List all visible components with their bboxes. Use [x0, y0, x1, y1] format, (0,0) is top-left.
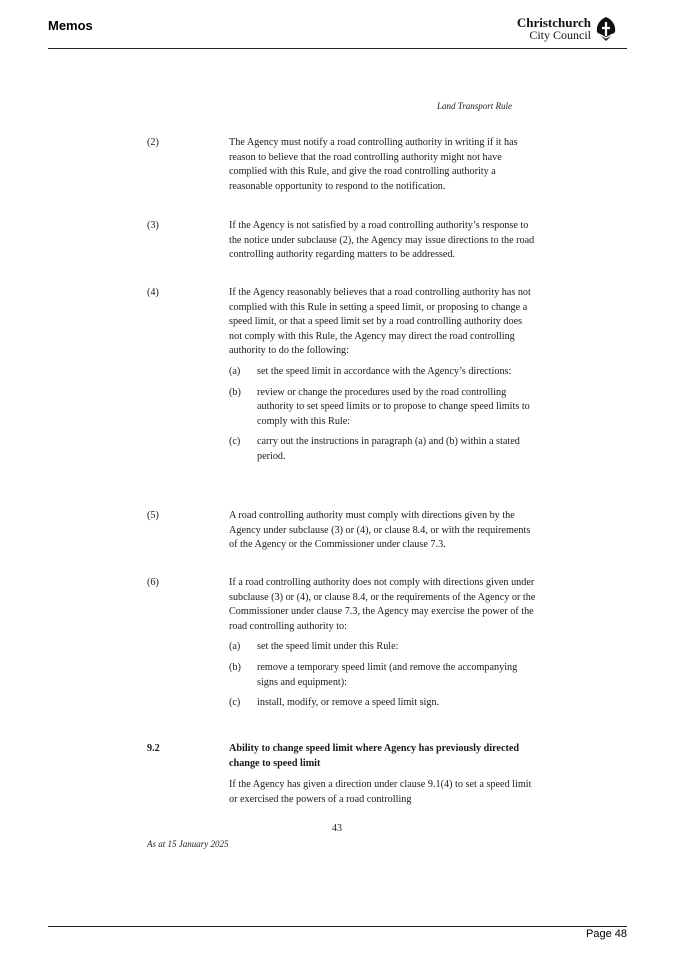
section-text: If the Agency has given a direction under clause 9.1(4) to set a speed limit or exercised the powers of a road controlling — [229, 779, 532, 805]
clause-number: (2) — [147, 137, 159, 148]
clause-text: If the Agency is not satisfied by a road controlling authority’s response to the notice under subclause (2), the Agency may issue directions to the road controlling authority regarding matters to be addressed. — [229, 220, 535, 261]
subitem-a — [229, 365, 537, 380]
header-divider — [48, 48, 627, 49]
christchurch-logo-icon — [595, 16, 617, 42]
page-number: Page 48 — [586, 928, 627, 940]
clause-number: (6) — [147, 577, 159, 588]
logo-line-1: Christchurch — [516, 15, 591, 30]
subitem-b — [229, 386, 537, 430]
inner-page-number: 43 — [332, 823, 342, 834]
section-9-2 — [147, 742, 537, 807]
as-at-date: As at 15 January 2025 — [147, 839, 229, 849]
clause-text: If a road controlling authority does not comply with directions given under subclause (3) or (4), or clause 8.4, or the requirements of the Agency or the Commissioner under clause 7.3, the Agency may exercise the power of the road controlling authority to: — [229, 577, 536, 632]
clause-number: (5) — [147, 510, 159, 521]
clause-6 — [147, 576, 537, 711]
running-header: Land Transport Rule — [437, 101, 513, 111]
clause-number: (3) — [147, 220, 159, 231]
subitem-number: (b) — [229, 661, 241, 673]
clause-text: The Agency must notify a road controlling authority in writing if it has reason to believe that the road controlling authority might not have complied with this Rule, and give the road controlling authority a reasonable opportunity to respond to the notification. — [229, 137, 518, 192]
subitem-number: (b) — [229, 386, 241, 398]
subitem-c — [229, 696, 537, 711]
logo-line-2: City Council — [529, 28, 591, 42]
subitem-text: set the speed limit under this Rule: — [257, 641, 399, 653]
section-heading: Ability to change speed limit where Agency has previously directed change to speed limit — [229, 743, 520, 769]
memo-section-title: Memos — [48, 18, 93, 33]
subitem-c — [229, 435, 537, 464]
subitem-text: set the speed limit in accordance with the Agency’s directions: — [257, 365, 512, 377]
subitem-number: (a) — [229, 365, 241, 377]
council-logo — [517, 16, 617, 42]
clause-number: (4) — [147, 287, 159, 298]
subitem-text: review or change the procedures used by the road controlling authority to set speed limits or to propose to change speed limits to comply with this Rule: — [257, 386, 530, 427]
clause-2 — [147, 136, 537, 194]
clause-text: If the Agency reasonably believes that a road controlling authority has not complied with this Rule in setting a speed limit, or proposing to change a speed limit, or that a speed limit set by a road controlling authority does not comply with this Rule, the Agency may direct the road controlling authority to do the following: — [229, 287, 531, 357]
subitem-text: carry out the instructions in paragraph (a) and (b) within a stated period. — [257, 436, 520, 462]
subitem-number: (a) — [229, 641, 241, 653]
section-number: 9.2 — [147, 743, 160, 754]
subitem-number: (c) — [229, 697, 241, 709]
subitem-text: remove a temporary speed limit (and remove the accompanying signs and equipment): — [257, 661, 518, 688]
clause-5 — [147, 509, 537, 553]
subitem-b — [229, 661, 537, 690]
subitem-number: (c) — [229, 436, 241, 448]
clause-4 — [147, 286, 537, 465]
clause-3 — [147, 219, 537, 263]
subitem-text: install, modify, or remove a speed limit sign. — [257, 697, 440, 709]
clause-text: A road controlling authority must comply with directions given by the Agency under subclause (3) or (4), or clause 8.4, or with the requirements of the Agency or the Commissioner under clause 7.3. — [229, 510, 531, 551]
subitem-a — [229, 640, 537, 655]
footer-divider — [48, 926, 627, 927]
